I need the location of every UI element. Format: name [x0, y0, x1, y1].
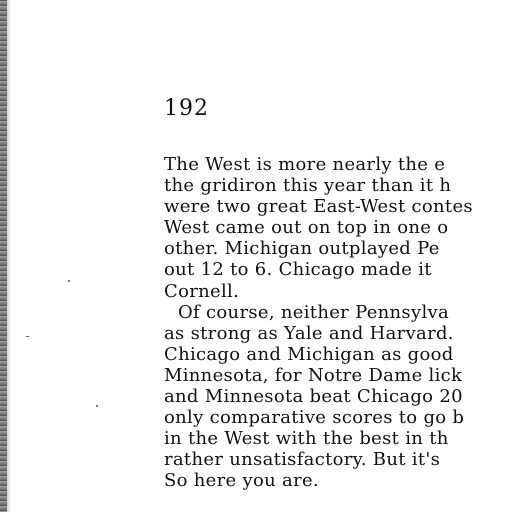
text-line: out 12 to 6. Chicago made it: [164, 259, 432, 281]
binding-shadow: [7, 0, 11, 512]
text-line: rather unsatisfactory. But it's: [164, 449, 441, 471]
text-line: West came out on top in one o: [164, 217, 449, 239]
text-line: only comparative scores to go b: [164, 407, 465, 429]
text-line: Minnesota, for Notre Dame lick: [164, 364, 463, 386]
text-line: The West is more nearly the e: [164, 154, 446, 175]
ink-speck: [96, 405, 98, 407]
text-line: as strong as Yale and Harvard.: [164, 322, 454, 344]
body-text: [164, 154, 512, 492]
page-binding-edge: [0, 0, 7, 512]
ink-speck: [68, 280, 70, 282]
text-line: the gridiron this year than it h: [164, 175, 452, 197]
ink-speck: [26, 336, 29, 337]
text-line: So here you are.: [164, 470, 319, 492]
text-line: and Minnesota beat Chicago 20: [164, 386, 463, 408]
page-number: 192: [164, 96, 209, 121]
text-line: Cornell.: [164, 280, 240, 302]
text-line: in the West with the best in th: [164, 428, 449, 450]
text-line: Of course, neither Pennsylva: [178, 301, 449, 323]
text-line: other. Michigan outplayed Pe: [164, 238, 440, 260]
text-line: were two great East-West contes: [164, 196, 473, 218]
text-line: Chicago and Michigan as good: [164, 343, 454, 365]
